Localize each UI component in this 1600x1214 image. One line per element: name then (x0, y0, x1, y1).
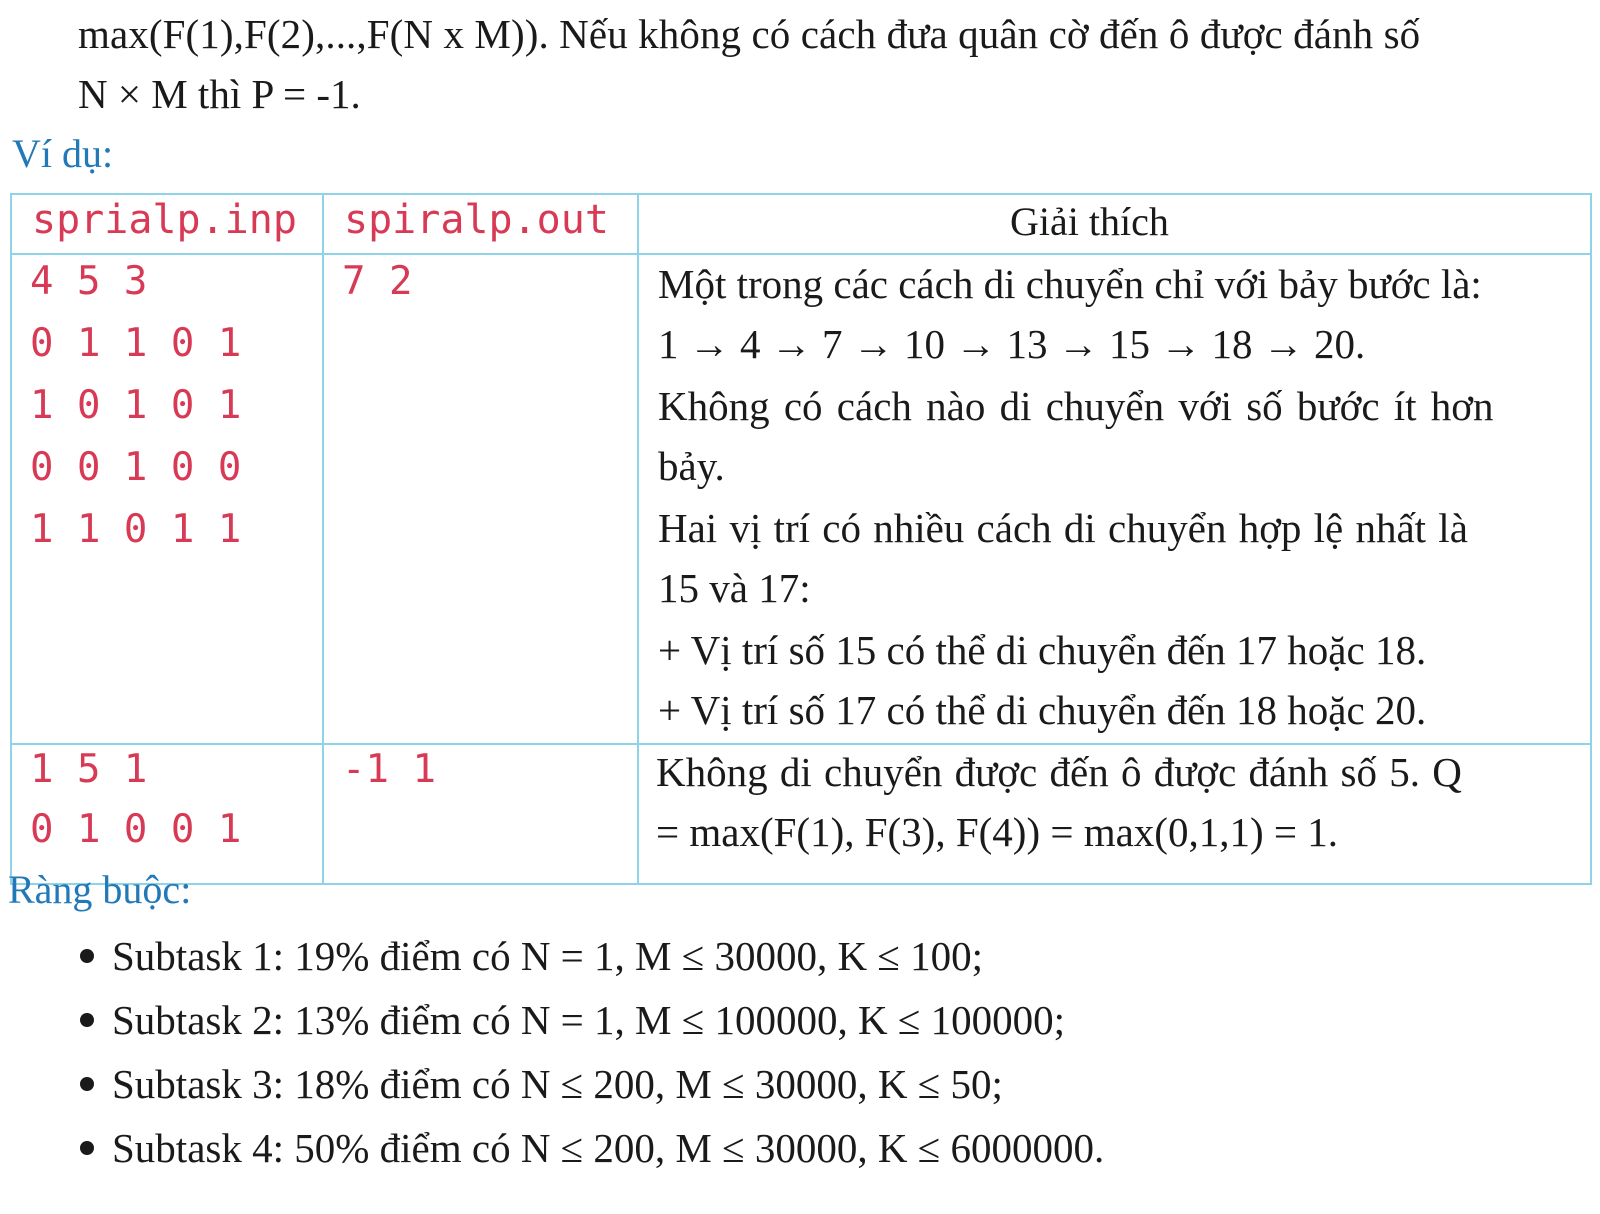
row1-explanation-line: Không có cách nào di chuyển với số bước ít hơn (658, 383, 1494, 429)
row1-explanation-line: + Vị trí số 15 có thể di chuyển đến 17 hoặc 18. (658, 627, 1427, 673)
row2-input-line: 0 1 0 0 1 (30, 807, 242, 852)
constraints-heading: Ràng buộc: (8, 867, 192, 912)
row2-explanation-line: Không di chuyển được đến ô được đánh số 5. Q (656, 749, 1462, 795)
row1-explanation-line: Hai vị trí có nhiều cách di chuyển hợp lệ nhất là (658, 505, 1468, 551)
subtask-item: Subtask 3: 18% điểm có N ≤ 200, M ≤ 30000, K ≤ 50; (112, 1061, 1003, 1107)
header-explanation: Giải thích (1010, 199, 1169, 244)
row2-input-line: 1 5 1 (30, 747, 148, 792)
intro-line-2: N × M thì P = -1. (78, 71, 361, 117)
row1-explanation-line: 15 và 17: (658, 565, 811, 611)
bullet-icon (80, 1077, 94, 1091)
bullet-icon (80, 1141, 94, 1155)
row1-explanation-line: bảy. (658, 443, 725, 489)
bullet-icon (80, 949, 94, 963)
row2-output-line: -1 1 (342, 747, 436, 792)
row1-input-line: 0 0 1 0 0 (30, 445, 242, 490)
example-heading: Ví dụ: (12, 131, 114, 176)
intro-line-1: max(F(1),F(2),...,F(N x M)). Nếu không có cách đưa quân cờ đến ô được đánh số (78, 11, 1421, 57)
row1-input-line: 0 1 1 0 1 (30, 321, 242, 366)
row2-explanation-line: = max(F(1), F(3), F(4)) = max(0,1,1) = 1. (656, 809, 1338, 855)
subtask-item: Subtask 2: 13% điểm có N = 1, M ≤ 100000, K ≤ 100000; (112, 997, 1066, 1043)
row1-explanation-line: + Vị trí số 17 có thể di chuyển đến 18 hoặc 20. (658, 687, 1427, 733)
bullet-icon (80, 1013, 94, 1027)
row-divider (12, 743, 1590, 745)
column-divider-2 (637, 195, 639, 883)
row1-explanation-line: 1 → 4 → 7 → 10 → 13 → 15 → 18 → 20. (658, 321, 1366, 367)
subtask-item: Subtask 4: 50% điểm có N ≤ 200, M ≤ 30000, K ≤ 6000000. (112, 1125, 1105, 1171)
row1-explanation-line: Một trong các cách di chuyển chỉ với bảy bước là: (658, 261, 1482, 307)
row1-output-line: 7 2 (342, 259, 413, 304)
header-input-file: sprialp.inp (32, 197, 297, 243)
header-divider (12, 253, 1590, 255)
column-divider-1 (322, 195, 324, 883)
header-output-file: spiralp.out (344, 197, 609, 243)
row1-input-line: 1 1 0 1 1 (30, 507, 242, 552)
subtask-item: Subtask 1: 19% điểm có N = 1, M ≤ 30000, K ≤ 100; (112, 933, 984, 979)
row1-input-line: 1 0 1 0 1 (30, 383, 242, 428)
row1-input-line: 4 5 3 (30, 259, 148, 304)
